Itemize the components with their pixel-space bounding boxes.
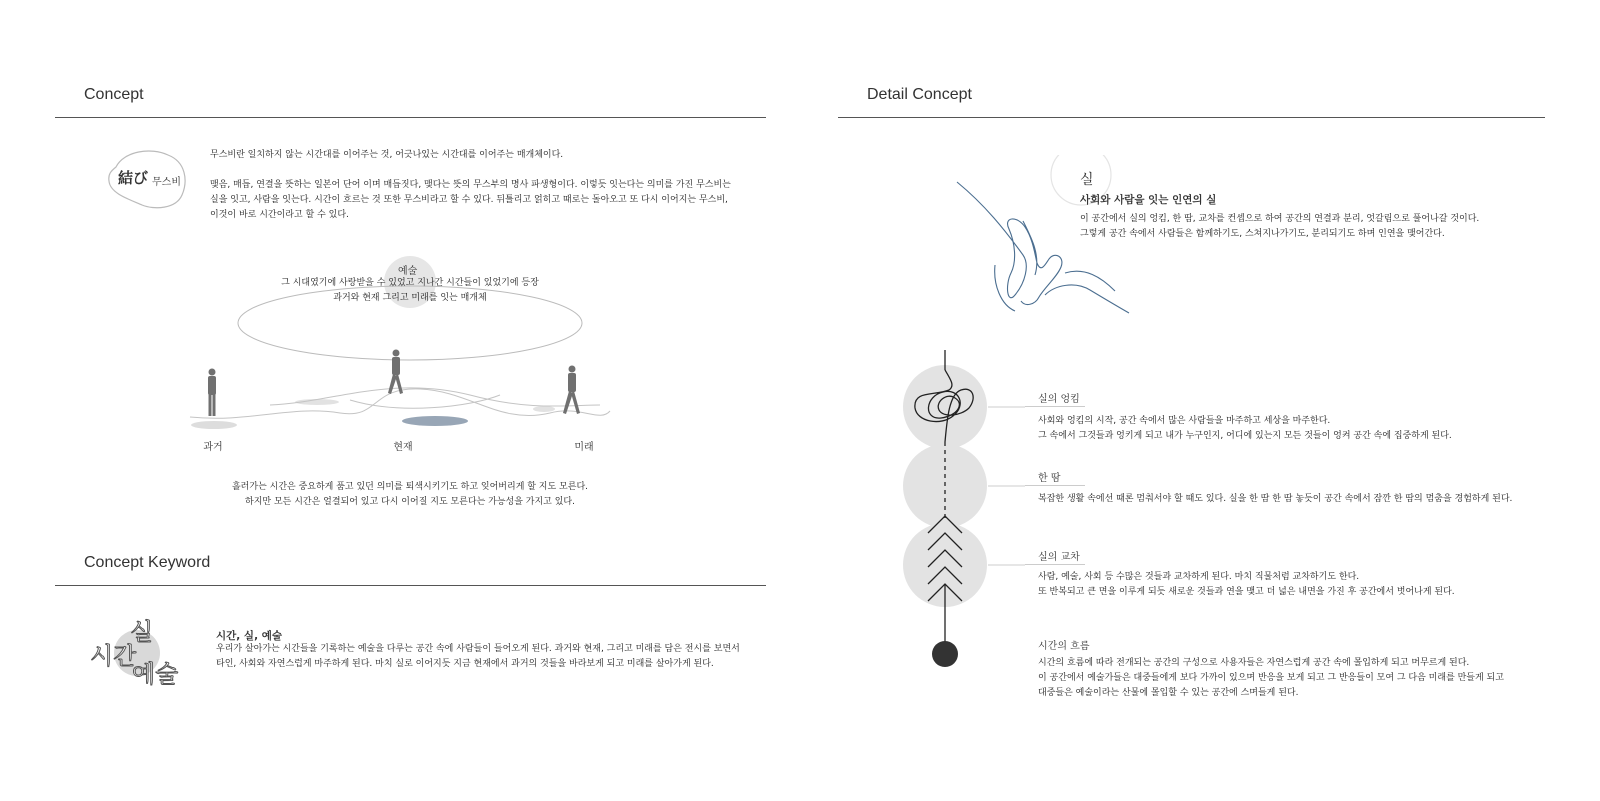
time-flow-line: 시간의 흐름에 따라 전개되는 공간의 구성으로 사용자들은 자연스럽게 공간 속에 몰입하게 되고 머무르게 된다. — [1038, 658, 1470, 668]
keyword-word-art: 예술 — [132, 660, 179, 688]
stitch-text — [1038, 492, 1512, 507]
timeline-future-label: 미래 — [574, 442, 594, 453]
time-flow-line: 대중들은 예술이라는 산물에 몰입할 수 있는 공간에 스며들게 된다. — [1038, 688, 1299, 698]
time-flow-line: 이 공간에서 예술가들은 대중들에게 보다 가까이 있으며 반응을 보게 되고 그 반응들이 모여 그 다음 미래를 만들게 되고 — [1038, 673, 1504, 683]
concept-intro: 무스비란 일치하지 않는 시간대를 이어주는 것, 어긋나있는 시간대를 이어주는 매개체이다. — [210, 150, 564, 160]
keyword-word-time: 시간 — [90, 642, 137, 670]
time-flow-text — [1038, 656, 1504, 701]
detail-divider — [838, 117, 1545, 118]
tangle-line: 그 속에서 그것들과 엉키게 되고 내가 누구인지, 어디에 있는지 모든 것들이 엉켜 공간 속에 집중하게 된다. — [1038, 431, 1452, 441]
detail-title: Detail Concept — [867, 86, 972, 103]
concept-paragraph-line: 맺음, 매듭, 연결을 뜻하는 일본어 단어 이며 매듭짓다, 맺다는 뜻의 무스부의 명사 파생형이다. 이렇듯 잇는다는 의미를 가진 무스비는 — [210, 180, 731, 190]
timeline-present-label: 현재 — [393, 442, 413, 453]
past-person-icon — [208, 369, 216, 417]
thread-line: 그렇게 공간 속에서 사람들은 함께하기도, 스쳐지나가기도, 분리되기도 하며 인연을 맺어간다. — [1080, 229, 1445, 239]
stitch-line: 복잡한 생활 속에선 때론 멈춰서야 할 때도 있다. 실을 한 땀 한 땀 놓듯이 공간 속에서 잠깐 한 땀의 멈춤을 경험하게 된다. — [1038, 494, 1513, 504]
future-person-icon — [563, 366, 580, 415]
cross-line: 또 반복되고 큰 면을 이루게 되듯 새로운 것들과 연을 맺고 더 넓은 내면을 가진 후 공간에서 벗어나게 된다. — [1038, 587, 1455, 597]
cross-rule — [1025, 564, 1085, 565]
tangle-line: 사회와 엉킴의 시작, 공간 속에서 많은 사람들을 마주하고 세상을 마주한다. — [1038, 416, 1331, 426]
thread-name: 실 — [1080, 172, 1094, 188]
time-flow-dot-icon — [932, 641, 958, 667]
keyword-divider — [55, 585, 766, 586]
cross-text — [1038, 570, 1455, 600]
tangle-rule — [1025, 406, 1085, 407]
concept-paragraph-line: 이것이 바로 시간이라고 할 수 있다. — [210, 210, 349, 220]
art-line: 과거와 현재 그리고 미래를 잇는 매개체 — [333, 293, 487, 303]
keyword-graphic — [88, 612, 198, 692]
concept-bottom-line: 하지만 모든 시간은 얼결되어 있고 다시 이어질 지도 모른다는 가능성을 가지고 있다. — [245, 497, 575, 507]
tangle-text — [1038, 414, 1452, 444]
past-shadow — [191, 421, 237, 429]
cross-title: 실의 교차 — [1038, 552, 1080, 563]
musubi-kanji: 結び — [118, 169, 149, 187]
tangle-title: 실의 엉킴 — [1038, 394, 1080, 405]
concept-bottom-text — [205, 480, 615, 510]
keyword-line: 우리가 살아가는 시간들을 기록하는 예술을 다루는 공간 속에 사람들이 들어오게 된다. 과거와 현재, 그리고 미래를 담은 전시를 보면서 — [216, 644, 740, 654]
time-flow-title: 시간의 흐름 — [1038, 641, 1090, 652]
art-line: 그 시대였기에 사랑받을 수 있었고 지나간 시간들이 있었기에 등장 — [281, 278, 539, 288]
present-shadow — [402, 416, 468, 426]
thread-diagram — [895, 350, 1025, 690]
keyword-line: 타인, 사회와 자연스럽게 마주하게 된다. 마치 실로 이어지듯 지금 현재에서 과거의 것들을 바라보게 되고 미래를 살아가게 된다. — [216, 659, 714, 669]
musubi-logo — [106, 147, 196, 213]
musubi-word: 무스비 — [152, 177, 181, 188]
concept-paragraph — [210, 178, 731, 223]
present-person-icon — [388, 350, 403, 395]
stitch-rule — [1025, 485, 1085, 486]
keyword-word-thread: 실 — [130, 618, 154, 646]
keyword-text — [216, 642, 740, 672]
stitch-title: 한 땀 — [1038, 473, 1061, 484]
concept-paragraph-line: 실을 잇고, 사람을 잇는다. 시간이 흐르는 것 또한 무스비라고 할 수 있다. 뒤틀리고 얽히고 때로는 돌아오고 또 다시 이어지는 무스비, — [210, 195, 728, 205]
cross-line: 사람, 예술, 사회 등 수많은 것들과 교차하게 된다. 마치 직물처럼 교차하기도 한다. — [1038, 572, 1360, 582]
timeline-past-label: 과거 — [203, 442, 223, 453]
concept-bottom-line: 흘러가는 시간은 중요하게 품고 있던 의미를 퇴색시키기도 하고 잊어버리게 할 지도 모른다. — [231, 482, 588, 492]
concept-title: Concept — [84, 86, 144, 103]
keyword-title: Concept Keyword — [84, 554, 211, 571]
concept-divider — [55, 117, 766, 118]
thread-text — [1080, 212, 1479, 242]
keyword-heading: 시간, 실, 예술 — [216, 630, 283, 642]
thread-line: 이 공간에서 실의 엉킴, 한 땀, 교차를 컨셉으로 하여 공간의 연결과 분리, 엇갈림으로 풀어나갈 것이다. — [1080, 214, 1480, 224]
thread-subtitle: 사회와 사람을 잇는 인연의 실 — [1080, 194, 1217, 206]
art-description — [250, 276, 570, 306]
art-title: 예술 — [398, 266, 418, 277]
floor-spot — [533, 406, 555, 412]
